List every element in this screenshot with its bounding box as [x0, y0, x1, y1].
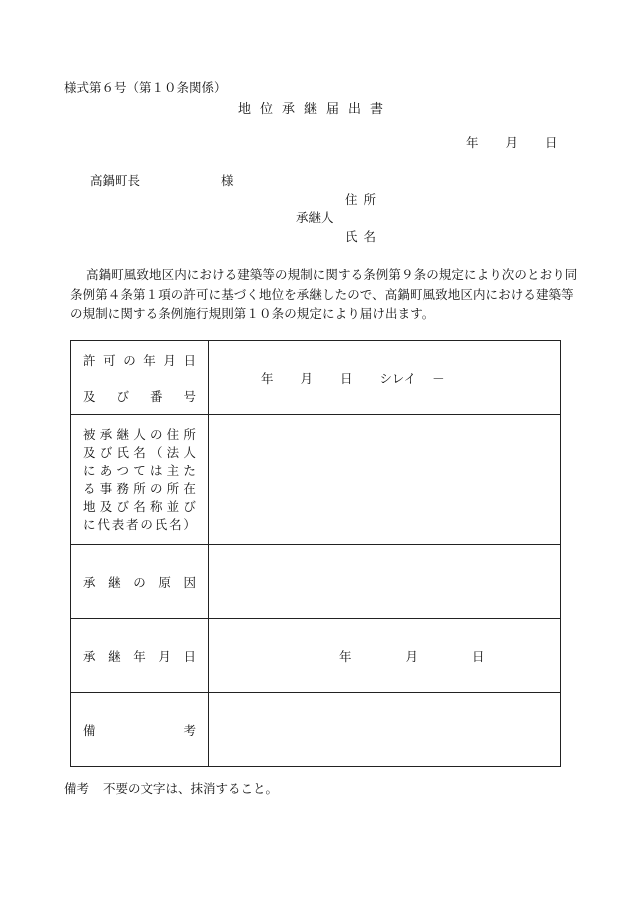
date-day: 日 [545, 135, 558, 150]
value-cause[interactable] [209, 545, 561, 619]
body-paragraph: 高鍋町風致地区内における建築等の規制に関する条例第９条の規定により次のとおり同条例第４条第１項の許可に基づく地位を承継したので、高鍋町風致地区内における建築等の規制に関する条例施行規則第１０条の規定により届け出ます。 [70, 267, 578, 321]
succession-year: 年 [339, 648, 352, 664]
footnote-prefix: 備考 [64, 781, 90, 796]
succession-day: 日 [472, 648, 485, 664]
address-label: 住所 [345, 192, 383, 207]
row-permit-date [71, 341, 561, 415]
permit-year: 年 [261, 370, 274, 386]
date-line [466, 133, 558, 151]
form-number: 様式第６号（第１０条関係） [64, 80, 227, 95]
label-permit-date-line1: 許 可 の 年 月 日 [83, 352, 196, 368]
label-permit-date [71, 341, 209, 415]
date-year: 年 [466, 135, 479, 150]
label-remarks: 備 考 [71, 693, 209, 767]
footnote-text: 不要の文字は、抹消すること。 [103, 781, 279, 796]
label-permit-number-line2: 及 び 番 号 [83, 388, 196, 404]
succession-month: 月 [405, 648, 419, 664]
addressee-honorific: 様 [221, 173, 234, 188]
permit-day: 日 [340, 370, 353, 386]
row-remarks [71, 693, 561, 767]
value-predecessor[interactable] [209, 415, 561, 545]
addressee-mayor: 高鍋町長 [90, 173, 141, 188]
succession-form-table [70, 340, 561, 767]
successor-label: 承継人 [296, 210, 334, 225]
label-cause: 承 継 の 原 因 [71, 545, 209, 619]
footnote [64, 779, 278, 797]
name-label: 氏名 [345, 229, 383, 244]
value-permit-date[interactable] [209, 341, 561, 415]
permit-month: 月 [300, 370, 314, 386]
permit-number-dash: － [432, 370, 445, 386]
value-remarks[interactable] [209, 693, 561, 767]
row-succession-date [71, 619, 561, 693]
document-title: 地位承継届出書 [237, 102, 392, 117]
label-predecessor: 被 承 継 人 の 住 所 及 び 氏 名 （ 法 人 に あ つ て は 主 た る 事 務 所 の 所 在 地 及 び 名 称 並 び に 代 表 者 の 氏 名 ） [71, 415, 209, 545]
row-cause [71, 545, 561, 619]
date-month: 月 [505, 135, 519, 150]
permit-code: シレイ [379, 370, 417, 386]
row-predecessor [71, 415, 561, 545]
value-succession-date[interactable] [209, 619, 561, 693]
label-succession-date: 承 継 年 月 日 [71, 619, 209, 693]
